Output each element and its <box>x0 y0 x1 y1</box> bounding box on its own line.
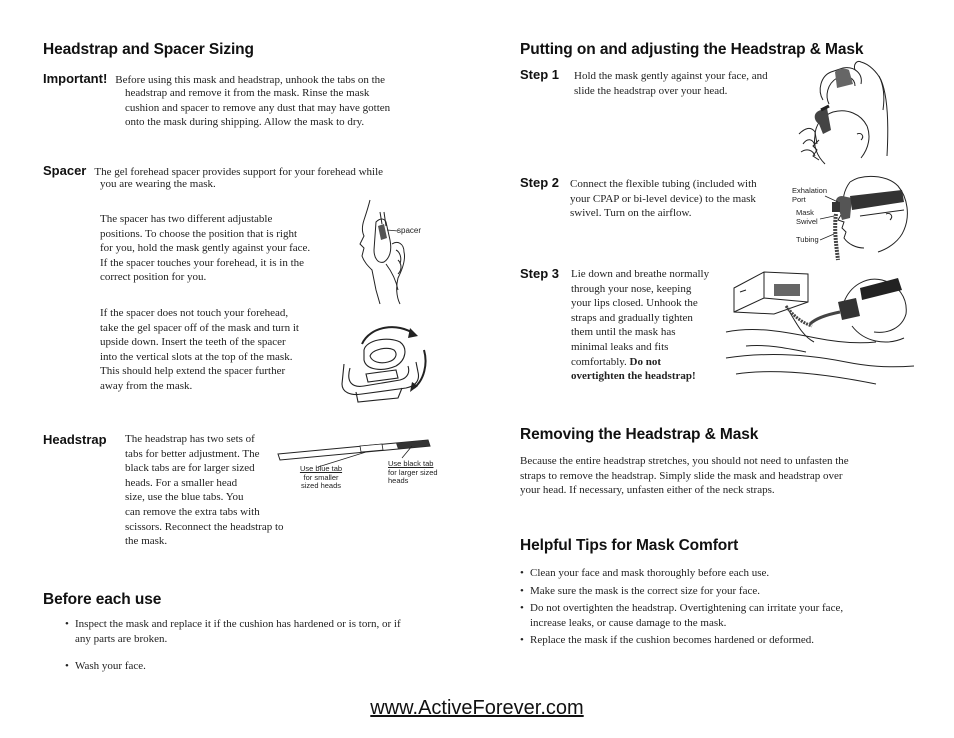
section-title-removing: Removing the Headstrap & Mask <box>520 426 759 443</box>
list-item <box>65 659 455 674</box>
text-line: The spacer has two different adjustable <box>100 213 273 225</box>
important-line: onto the mask during shipping. Allow the mask to dry. <box>125 116 365 129</box>
text-line: Because the entire headstrap stretches, you should not need to unfasten the <box>520 455 849 467</box>
text-line: your lips closed. Unhook the <box>571 297 698 310</box>
black-tab-callout <box>388 460 452 486</box>
text-line: minimal leaks and fits <box>571 340 669 353</box>
text-line: tabs for better adjustment. The <box>125 447 260 460</box>
text-line: The headstrap has two sets of <box>125 433 255 445</box>
step3-illustration <box>726 262 916 392</box>
spacer-para-3 <box>100 306 299 394</box>
text-line: for you, hold the mask gently against your face. <box>100 242 311 255</box>
step2-text-rest <box>570 192 756 221</box>
spacer-text-rest: you are wearing the mask. <box>100 178 216 190</box>
footer-url[interactable]: www.ActiveForever.com <box>370 697 584 719</box>
removing-text <box>520 454 849 498</box>
text-line: them until the mask has <box>571 326 676 339</box>
text-span: comfortably. <box>571 355 630 368</box>
text-line: Hold the mask gently against your face, and <box>574 70 768 82</box>
tips-list <box>520 566 920 648</box>
list-line: • Make sure the mask is the correct size for your face. <box>530 584 760 597</box>
list-item <box>520 633 920 648</box>
list-line: • Replace the mask if the cushion becomes hardened or deformed. <box>530 634 815 647</box>
warning-text: Do not <box>629 355 662 368</box>
callout-line: Use blue tab <box>299 464 343 473</box>
spacer-flip-illustration <box>336 322 436 407</box>
step2-illustration <box>830 172 910 262</box>
text-line: through your nose, keeping <box>571 282 692 295</box>
important-label: Important! <box>43 71 108 86</box>
text-line: your CPAP or bi-level device) to the mask <box>570 192 756 205</box>
step2-label: Step 2 <box>520 175 560 190</box>
text-line: If the spacer does not touch your forehead, <box>100 307 289 319</box>
callout-tubing: Tubing <box>796 235 819 244</box>
text-line: positions. To choose the position that is right <box>100 227 298 240</box>
step3-text-rest <box>571 282 698 384</box>
text-line <box>571 355 698 370</box>
section-title-sizing: Headstrap and Spacer Sizing <box>43 41 254 58</box>
text-line: can remove the extra tabs with <box>125 505 260 518</box>
step1-label: Step 1 <box>520 67 560 82</box>
spacer-label: Spacer <box>43 163 87 178</box>
step1-text <box>574 69 768 98</box>
text-line: scissors. Reconnect the headstrap to <box>125 520 284 533</box>
text-line: take the gel spacer off of the mask and turn it <box>100 321 299 334</box>
callout-line: heads <box>388 476 409 485</box>
text-line: heads. For a smaller head <box>125 476 238 489</box>
list-item <box>65 617 455 646</box>
important-line: headstrap and remove it from the mask. Rinse the mask <box>125 87 370 99</box>
text-line: swivel. Turn on the airflow. <box>570 207 692 220</box>
text-line: away from the mask. <box>100 379 193 392</box>
callout-line: for larger sized <box>388 467 438 477</box>
list-line: • Inspect the mask and replace it if the cushion has hardened or is torn, or if <box>75 618 401 630</box>
text-line: the mask. <box>125 535 168 548</box>
list-line: any parts are broken. <box>75 632 168 645</box>
text-line: upside down. Insert the teeth of the spacer <box>100 336 286 349</box>
text-line: slide the headstrap over your head. <box>574 84 728 97</box>
text-line: straps to remove the headstrap. Simply slide the mask and headstrap over <box>520 469 843 482</box>
spacer-illustration <box>340 200 435 305</box>
text-line: size, use the blue tabs. You <box>125 491 244 504</box>
callout-mask-swivel <box>796 209 818 226</box>
step2-text-first: Connect the flexible tubing (included with <box>570 178 757 190</box>
list-line: increase leaks, or cause damage to the mask. <box>530 616 727 629</box>
section-title-putting-on: Putting on and adjusting the Headstrap & Mask <box>520 41 864 58</box>
callout-line: Exhalation <box>792 186 828 195</box>
list-item <box>520 601 920 630</box>
callout-line: sized heads <box>300 481 342 490</box>
list-item <box>520 584 920 599</box>
warning-text: overtighten the headstrap! <box>571 370 696 383</box>
headstrap-text <box>125 432 284 549</box>
spacer-para-2 <box>100 212 310 285</box>
callout-line: Port <box>792 194 806 204</box>
step1-illustration <box>795 60 895 170</box>
callout-line: for smaller <box>303 472 339 482</box>
important-line: cushion and spacer to remove any dust that may have gotten <box>125 101 391 114</box>
step3-text-first: Lie down and breathe normally <box>571 268 710 280</box>
spacer-callout: spacer <box>397 226 422 235</box>
list-item <box>520 566 920 581</box>
important-text-first: Before using this mask and headstrap, unhook the tabs on the <box>115 74 386 86</box>
headstrap-label: Headstrap <box>43 432 107 447</box>
section-title-before: Before each use <box>43 591 162 608</box>
text-line: your head. If necessary, unfasten either of the neck straps. <box>520 484 775 497</box>
step3-label: Step 3 <box>520 266 560 281</box>
section-title-tips: Helpful Tips for Mask Comfort <box>520 537 739 554</box>
callout-line: Mask <box>796 208 814 217</box>
important-text-rest <box>125 86 390 130</box>
text-line: into the vertical slots at the top of the mask. <box>100 350 293 363</box>
text-line: If the spacer touches your forehead, it is in the <box>100 256 305 269</box>
list-line: • Wash your face. <box>75 660 146 673</box>
list-line: • Do not overtighten the headstrap. Overtightening can irritate your face, <box>530 602 844 615</box>
text-line: black tabs are for larger sized <box>125 462 255 475</box>
before-list <box>65 617 455 674</box>
text-line: This should help extend the spacer further <box>100 365 286 378</box>
text-line: correct position for you. <box>100 271 207 284</box>
text-line: straps and gradually tighten <box>571 311 693 324</box>
step2-callout-lines <box>820 190 840 250</box>
callout-line: Use black tab <box>388 459 434 468</box>
callout-line: Swivel <box>796 216 818 226</box>
list-line: • Clean your face and mask thoroughly before each use. <box>530 567 770 579</box>
spacer-text-first: The gel forehead spacer provides support for your forehead while <box>94 166 384 178</box>
blue-tab-callout <box>294 465 348 491</box>
